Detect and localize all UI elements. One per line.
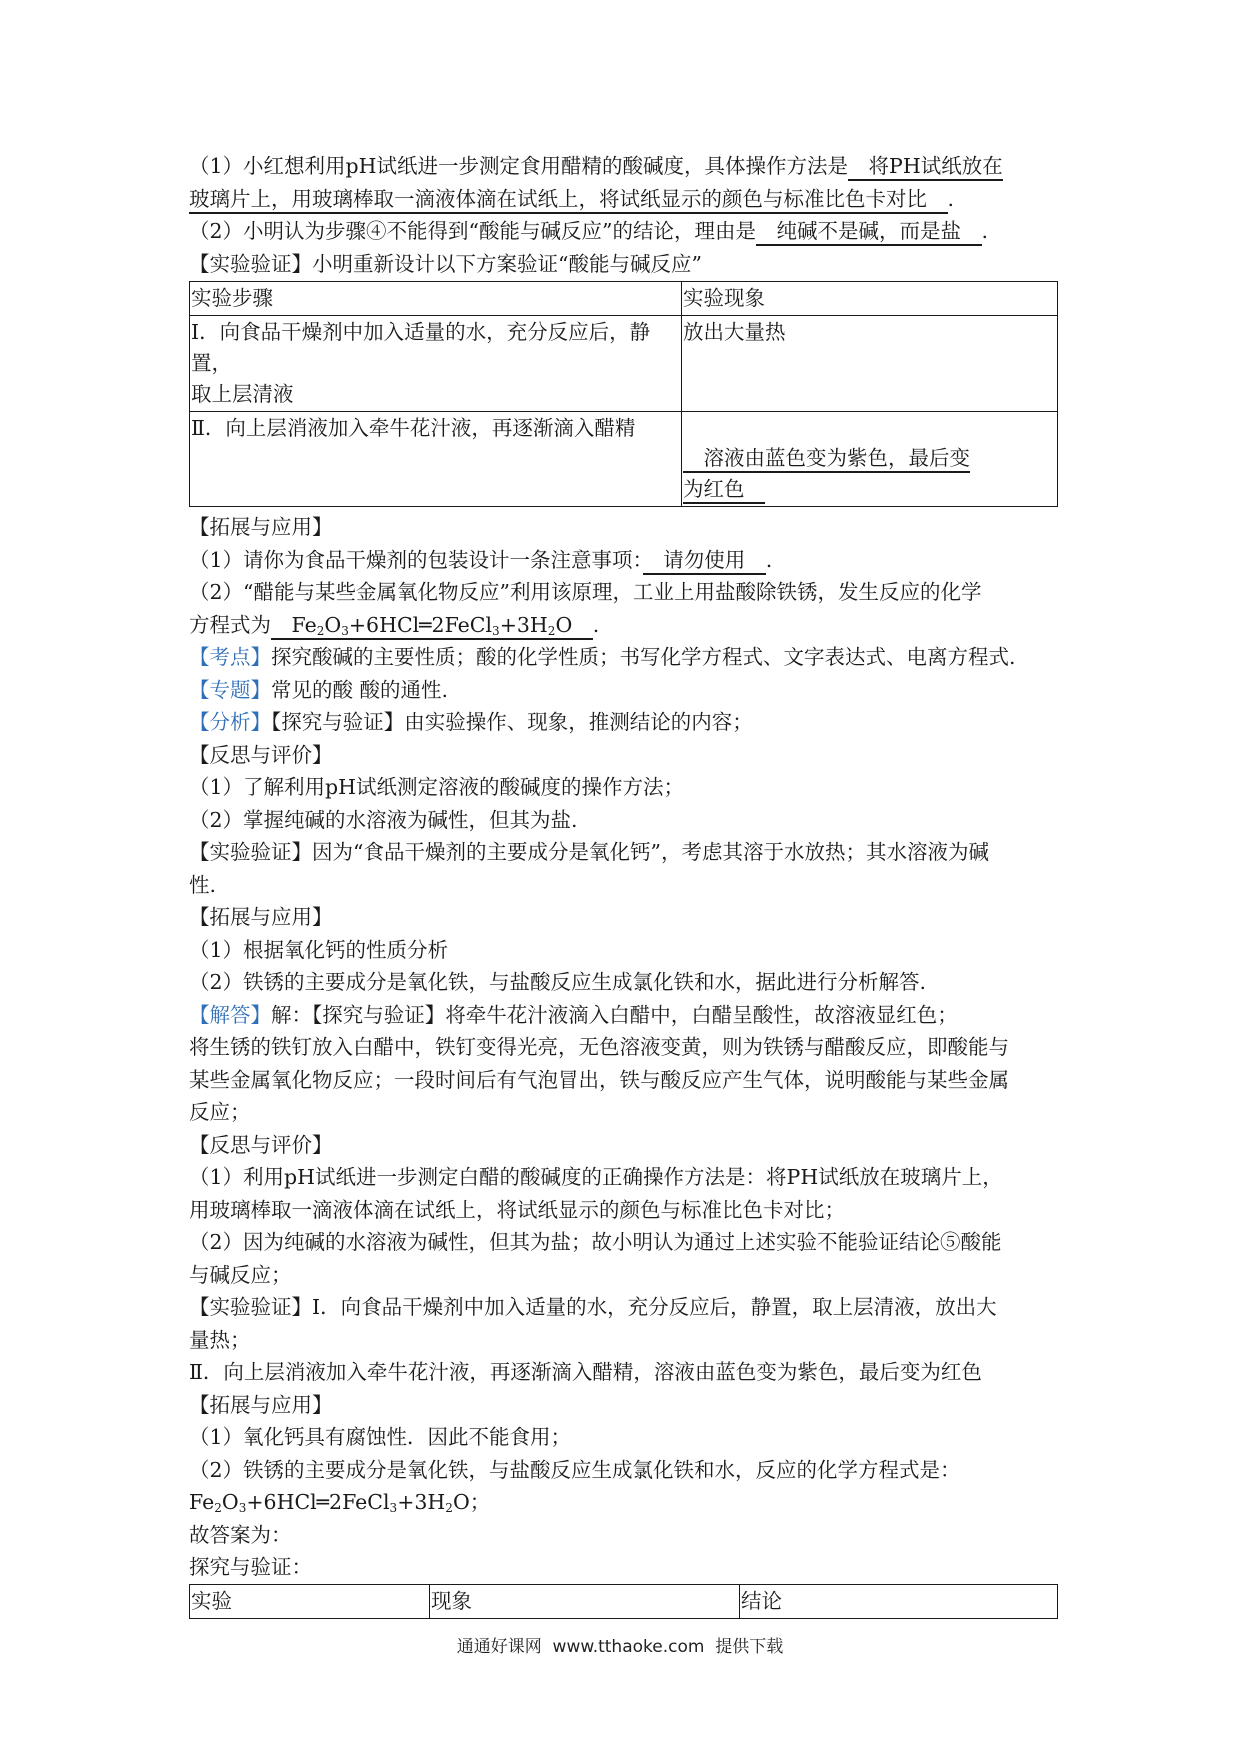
jieda-line: 【解答】解：【探究与验证】将牵牛花汁液滴入白醋中，白醋呈酸性，故溶液显红色； bbox=[189, 1002, 958, 1027]
question-1-text: （1）小红想利用pH试纸进一步测定食用醋精的酸碱度，具体操作方法是 bbox=[189, 154, 849, 178]
extension-question-2: （2）“醋能与某些金属氧化物反应”利用该原理，工业上用盐酸除铁锈，发生反应的化学 bbox=[189, 580, 982, 604]
chemical-equation: $Fe_2O_3+6HCl═2FeCl_3+3H_2O$ bbox=[271, 612, 593, 638]
kaodian-line: 【考点】探究酸碱的主要性质；酸的化学性质；书写化学方程式、文字表达式、电离方程式. bbox=[189, 645, 1016, 669]
text-line: 【反思与评价】 bbox=[189, 742, 333, 767]
text-line: 【实验验证】Ⅰ．向食品干燥剂中加入适量的水，充分反应后，静置，取上层清液，放出大 bbox=[189, 1295, 997, 1319]
text-line: 【拓展与应用】 bbox=[189, 905, 333, 929]
table-row bbox=[190, 412, 1058, 507]
text-line: （1）利用pH试纸进一步测定白醋的酸碱度的正确操作方法是：将PH试纸放在玻璃片上， bbox=[189, 1165, 1003, 1189]
kaodian-tag: 【考点】 bbox=[189, 645, 271, 669]
table-header-cell: 结论 bbox=[740, 1584, 1058, 1618]
text-line: 与碱反应； bbox=[189, 1262, 292, 1287]
period: . bbox=[981, 219, 989, 243]
text-line: 反应； bbox=[189, 1100, 251, 1124]
extension-question-1: （1）请你为食品干燥剂的包装设计一条注意事项： 请勿使用 . bbox=[189, 544, 1057, 577]
table-cell-step: Ⅱ．向上层消液加入牵牛花汁液，再逐渐滴入醋精 bbox=[190, 412, 682, 507]
fenxi-line: 【分析】【探究与验证】由实验操作、现象，推测结论的内容； bbox=[189, 710, 753, 734]
text-line: （2）铁锈的主要成分是氧化铁，与盐酸反应生成氯化铁和水，据此进行分析解答. bbox=[189, 970, 927, 994]
text-line: Ⅱ．向上层消液加入牵牛花汁液，再逐渐滴入醋精，溶液由蓝色变为紫色，最后变为红色 bbox=[189, 1360, 982, 1384]
table-header-cell: 现象 bbox=[430, 1584, 740, 1618]
question-2 bbox=[189, 215, 1057, 248]
text-line: 故答案为： bbox=[189, 1522, 292, 1547]
text-line: 将生锈的铁钉放入白醋中，铁钉变得光亮，无色溶液变黄，则为铁锈与醋酸反应，即酸能与 bbox=[189, 1035, 1009, 1059]
question-1 bbox=[189, 150, 1057, 183]
answer-phenomenon-part-a: 溶液由蓝色变为紫色，最后变 bbox=[683, 446, 970, 473]
text-line: （1）氧化钙具有腐蚀性．因此不能食用； bbox=[189, 1425, 572, 1449]
answer-1-part-b: 玻璃片上，用玻璃棒取一滴液体滴在试纸上，将试纸显示的颜色与标准比色卡对比 bbox=[189, 187, 948, 214]
text-line: （2）铁锈的主要成分是氧化铁，与盐酸反应生成氯化铁和水，反应的化学方程式是： bbox=[189, 1457, 961, 1482]
text-line: 量热； bbox=[189, 1327, 251, 1352]
table-cell-step: Ⅰ．向食品干燥剂中加入适量的水，充分反应后，静置， 取上层清液 bbox=[190, 316, 682, 412]
zhuanti-line: 【专题】常见的酸 酸的通性. bbox=[189, 677, 449, 702]
verify-intro: 【实验验证】小明重新设计以下方案验证“酸能与碱反应” bbox=[189, 251, 702, 276]
question-1-cont bbox=[189, 183, 1057, 216]
text-line: 用玻璃棒取一滴液体滴在试纸上，将试纸显示的颜色与标准比色卡对比； bbox=[189, 1197, 845, 1222]
answer-2: 纯碱不是碱，而是盐 bbox=[756, 219, 982, 246]
table-header-cell: 实验步骤 bbox=[190, 282, 682, 316]
text-line: 性. bbox=[189, 872, 217, 897]
question-2-text: （2）小明认为步骤④不能得到“酸能与碱反应”的结论，理由是 bbox=[189, 219, 757, 243]
text-line: （1）根据氧化钙的性质分析 bbox=[189, 937, 449, 962]
text-line: （1）了解利用pH试纸测定溶液的酸碱度的操作方法； bbox=[189, 775, 685, 799]
text-line: （2）因为纯碱的水溶液为碱性，但其为盐；故小明认为通过上述实验不能验证结论⑤酸能 bbox=[189, 1230, 1002, 1254]
text-line: 某些金属氧化物反应；一段时间后有气泡冒出，铁与酸反应产生气体，说明酸能与某些金属 bbox=[189, 1067, 1009, 1092]
table-row bbox=[190, 316, 1058, 412]
fenxi-tag: 【分析】 bbox=[189, 710, 271, 734]
text-line: 【实验验证】因为“食品干燥剂的主要成分是氧化钙”，考虑其溶于水放热；其水溶液为碱 bbox=[189, 840, 989, 864]
answer-1-part-a: 将PH试纸放在 bbox=[848, 154, 1003, 181]
section-heading: 【拓展与应用】 bbox=[189, 515, 333, 539]
jieda-tag: 【解答】 bbox=[189, 1002, 271, 1027]
text-line: 探究与验证： bbox=[189, 1555, 312, 1579]
text-line: 【反思与评价】 bbox=[189, 1132, 333, 1157]
period: . bbox=[947, 186, 955, 211]
zhuanti-tag: 【专题】 bbox=[189, 677, 271, 702]
text-line: 【拓展与应用】 bbox=[189, 1392, 333, 1417]
table-header-row bbox=[190, 282, 1058, 316]
table-header-cell: 实验 bbox=[190, 1584, 430, 1618]
text-line: （2）掌握纯碱的水溶液为碱性，但其为盐. bbox=[189, 807, 578, 832]
table-cell-phenomenon: 放出大量热 bbox=[682, 316, 1058, 412]
extension-question-2-cont: 方程式为 $Fe_2O_3+6HCl═2FeCl_3+3H_2O$ . bbox=[189, 612, 600, 638]
chemical-equation-2: $Fe_2O_3+6HCl═2FeCl_3+3H_2O$； bbox=[189, 1490, 491, 1515]
answer-table bbox=[189, 1584, 1058, 1619]
table-header-cell: 实验现象 bbox=[682, 282, 1058, 316]
document-body bbox=[189, 150, 1057, 1619]
answer-phenomenon-part-b: 为红色 bbox=[683, 477, 765, 504]
page-footer: 通通好课网 www.tthaoke.com 提供下载 bbox=[456, 1637, 784, 1657]
table-cell-phenomenon bbox=[682, 412, 1058, 507]
table-header-row bbox=[190, 1584, 1058, 1618]
experiment-table bbox=[189, 281, 1058, 507]
answer-extension-1: 请勿使用 bbox=[643, 548, 766, 575]
